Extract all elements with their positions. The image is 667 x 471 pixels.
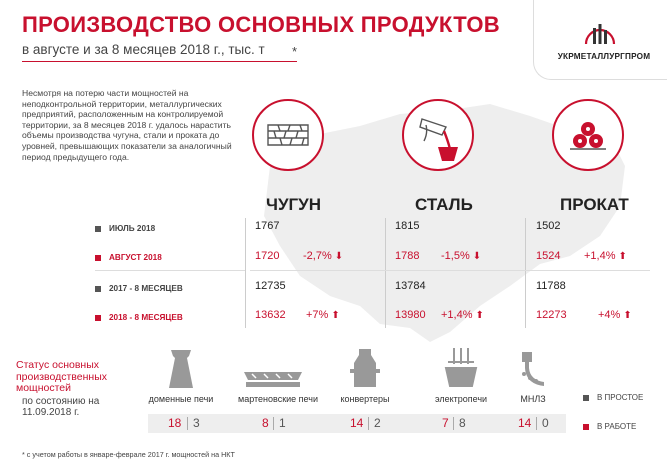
- page-title: ПРОИЗВОДСТВО ОСНОВНЫХ ПРОДУКТОВ: [22, 12, 500, 37]
- count-separator: [453, 417, 454, 430]
- arrow-up-icon: ⬆: [618, 251, 627, 262]
- rolled-aug-change: [584, 250, 627, 262]
- status-title: Статус основных производственных мощностей: [16, 359, 107, 394]
- pig-iron-2018: 13632: [255, 309, 286, 321]
- legend-swatch-red: [583, 424, 589, 430]
- idle-count-blast: 3: [193, 416, 200, 430]
- working-count-converter: 14: [350, 416, 364, 430]
- steel-august: 1788: [395, 250, 420, 262]
- row-divider: [250, 270, 650, 271]
- working-count-openhearth: 8: [262, 416, 269, 430]
- arrow-up-icon: ⬆: [331, 310, 340, 321]
- rolled-2018: 12273: [536, 309, 567, 321]
- legend-swatch-gray: [583, 395, 589, 401]
- legend-august-label: АВГУСТ 2018: [109, 253, 162, 262]
- steel-circle: [402, 99, 474, 171]
- status-date: по состоянию на 11.09.2018 г.: [22, 396, 100, 418]
- working-count-blast: 18: [168, 416, 182, 430]
- pig-iron-circle: [252, 99, 324, 171]
- arrow-up-icon: ⬆: [475, 310, 484, 321]
- product-name-rolled: ПРОКАТ: [560, 195, 629, 214]
- steel-ladle-icon: [404, 101, 472, 169]
- pig-iron-2017: 12735: [255, 280, 286, 292]
- steel-2018: 13980: [395, 309, 426, 321]
- footnote-marker: *: [292, 44, 298, 59]
- equipment-label-converter: конвертеры: [340, 394, 390, 404]
- arrow-up-icon: ⬆: [623, 310, 632, 321]
- count-separator: [536, 417, 537, 430]
- pig-iron-aug-change: [303, 250, 343, 262]
- idle-count-caster: 0: [542, 416, 549, 430]
- rolled-august: 1524: [536, 250, 561, 262]
- rolled-2017: 11788: [536, 280, 566, 292]
- legend-divider: [95, 270, 245, 271]
- legend-july: [95, 224, 155, 233]
- working-count-electric: 7: [442, 416, 449, 430]
- equipment-label-caster: МНЛЗ: [520, 394, 546, 404]
- steel-july: 1815: [395, 220, 420, 232]
- column-divider: [385, 218, 386, 328]
- pig-iron-m-change: [306, 309, 340, 321]
- legend-swatch-red: [95, 255, 101, 261]
- change-text: +4%: [598, 309, 621, 321]
- intro-text: Несмотря на потерю части мощностей на неподконтрольной территории, металлургических предприятий, расположенным на контролируемой территории, за 8 месяцев 2018 г. удалось нарастить объемы производства чугуна, стали и проката до уровней, превышающих показатели за аналогичный период предыдущего года.: [22, 88, 232, 162]
- status-legend-idle: [583, 393, 643, 402]
- electric-furnace-icon: [442, 346, 480, 390]
- idle-label: В ПРОСТОЕ: [597, 393, 644, 402]
- pig-iron-july: 1767: [255, 220, 280, 232]
- continuous-caster-icon: [516, 350, 550, 390]
- rolled-july: 1502: [536, 220, 561, 232]
- rolled-m-change: [598, 309, 632, 321]
- steel-m-change: [441, 309, 484, 321]
- change-text: +1,4%: [441, 309, 473, 321]
- legend-2018-label: 2018 - 8 МЕСЯЦЕВ: [109, 313, 183, 322]
- arrow-down-icon: ⬇: [334, 251, 344, 262]
- count-separator: [368, 417, 369, 430]
- open-hearth-furnace-icon: [242, 368, 304, 390]
- change-text: -1,5%: [441, 250, 470, 262]
- product-name-steel: СТАЛЬ: [415, 195, 473, 214]
- legend-august: [95, 253, 162, 262]
- legend-swatch-gray: [95, 286, 101, 292]
- arrow-down-icon: ⬇: [472, 251, 482, 262]
- pig-iron-icon: [254, 101, 322, 169]
- column-divider: [525, 218, 526, 328]
- count-separator: [273, 417, 274, 430]
- working-label: В РАБОТЕ: [597, 422, 637, 431]
- product-name-pig-iron: ЧУГУН: [266, 195, 322, 214]
- idle-count-converter: 2: [374, 416, 381, 430]
- change-text: -2,7%: [303, 250, 332, 262]
- status-legend-working: [583, 422, 636, 431]
- legend-2018: [95, 313, 183, 322]
- legend-2017: [95, 284, 183, 293]
- equipment-label-electric: электропечи: [434, 394, 488, 404]
- subtitle-text: в августе и за 8 месяцев 2018 г., тыс. т: [22, 42, 265, 57]
- blast-furnace-icon: [165, 348, 197, 390]
- change-text: +7%: [306, 309, 329, 321]
- company-logo: [533, 0, 667, 80]
- steel-2017: 13784: [395, 280, 426, 292]
- count-separator: [187, 417, 188, 430]
- ukrmetallurgprom-logo-icon: [582, 18, 618, 50]
- idle-count-openhearth: 1: [279, 416, 286, 430]
- pig-iron-august: 1720: [255, 250, 280, 262]
- footnote: * с учетом работы в январе-феврале 2017 г. мощностей на НКТ: [22, 450, 235, 459]
- equipment-label-blast: доменные печи: [148, 394, 214, 404]
- working-count-caster: 14: [518, 416, 532, 430]
- subtitle-underline: [22, 61, 297, 62]
- rolled-steel-circle: [552, 99, 624, 171]
- steel-aug-change: [441, 250, 481, 262]
- legend-july-label: ИЮЛЬ 2018: [109, 224, 156, 233]
- legend-swatch-red: [95, 315, 101, 321]
- legend-2017-label: 2017 - 8 МЕСЯЦЕВ: [109, 284, 183, 293]
- legend-swatch-gray: [95, 226, 101, 232]
- idle-count-electric: 8: [459, 416, 466, 430]
- change-text: +1,4%: [584, 250, 616, 262]
- column-divider: [245, 218, 246, 328]
- page-subtitle: [22, 42, 265, 57]
- converter-icon: [350, 347, 380, 389]
- logo-text: УКРМЕТАЛЛУРГПРОМ: [557, 52, 651, 61]
- equipment-label-openhearth: мартеновские печи: [238, 394, 318, 404]
- rolled-steel-icon: [554, 101, 622, 169]
